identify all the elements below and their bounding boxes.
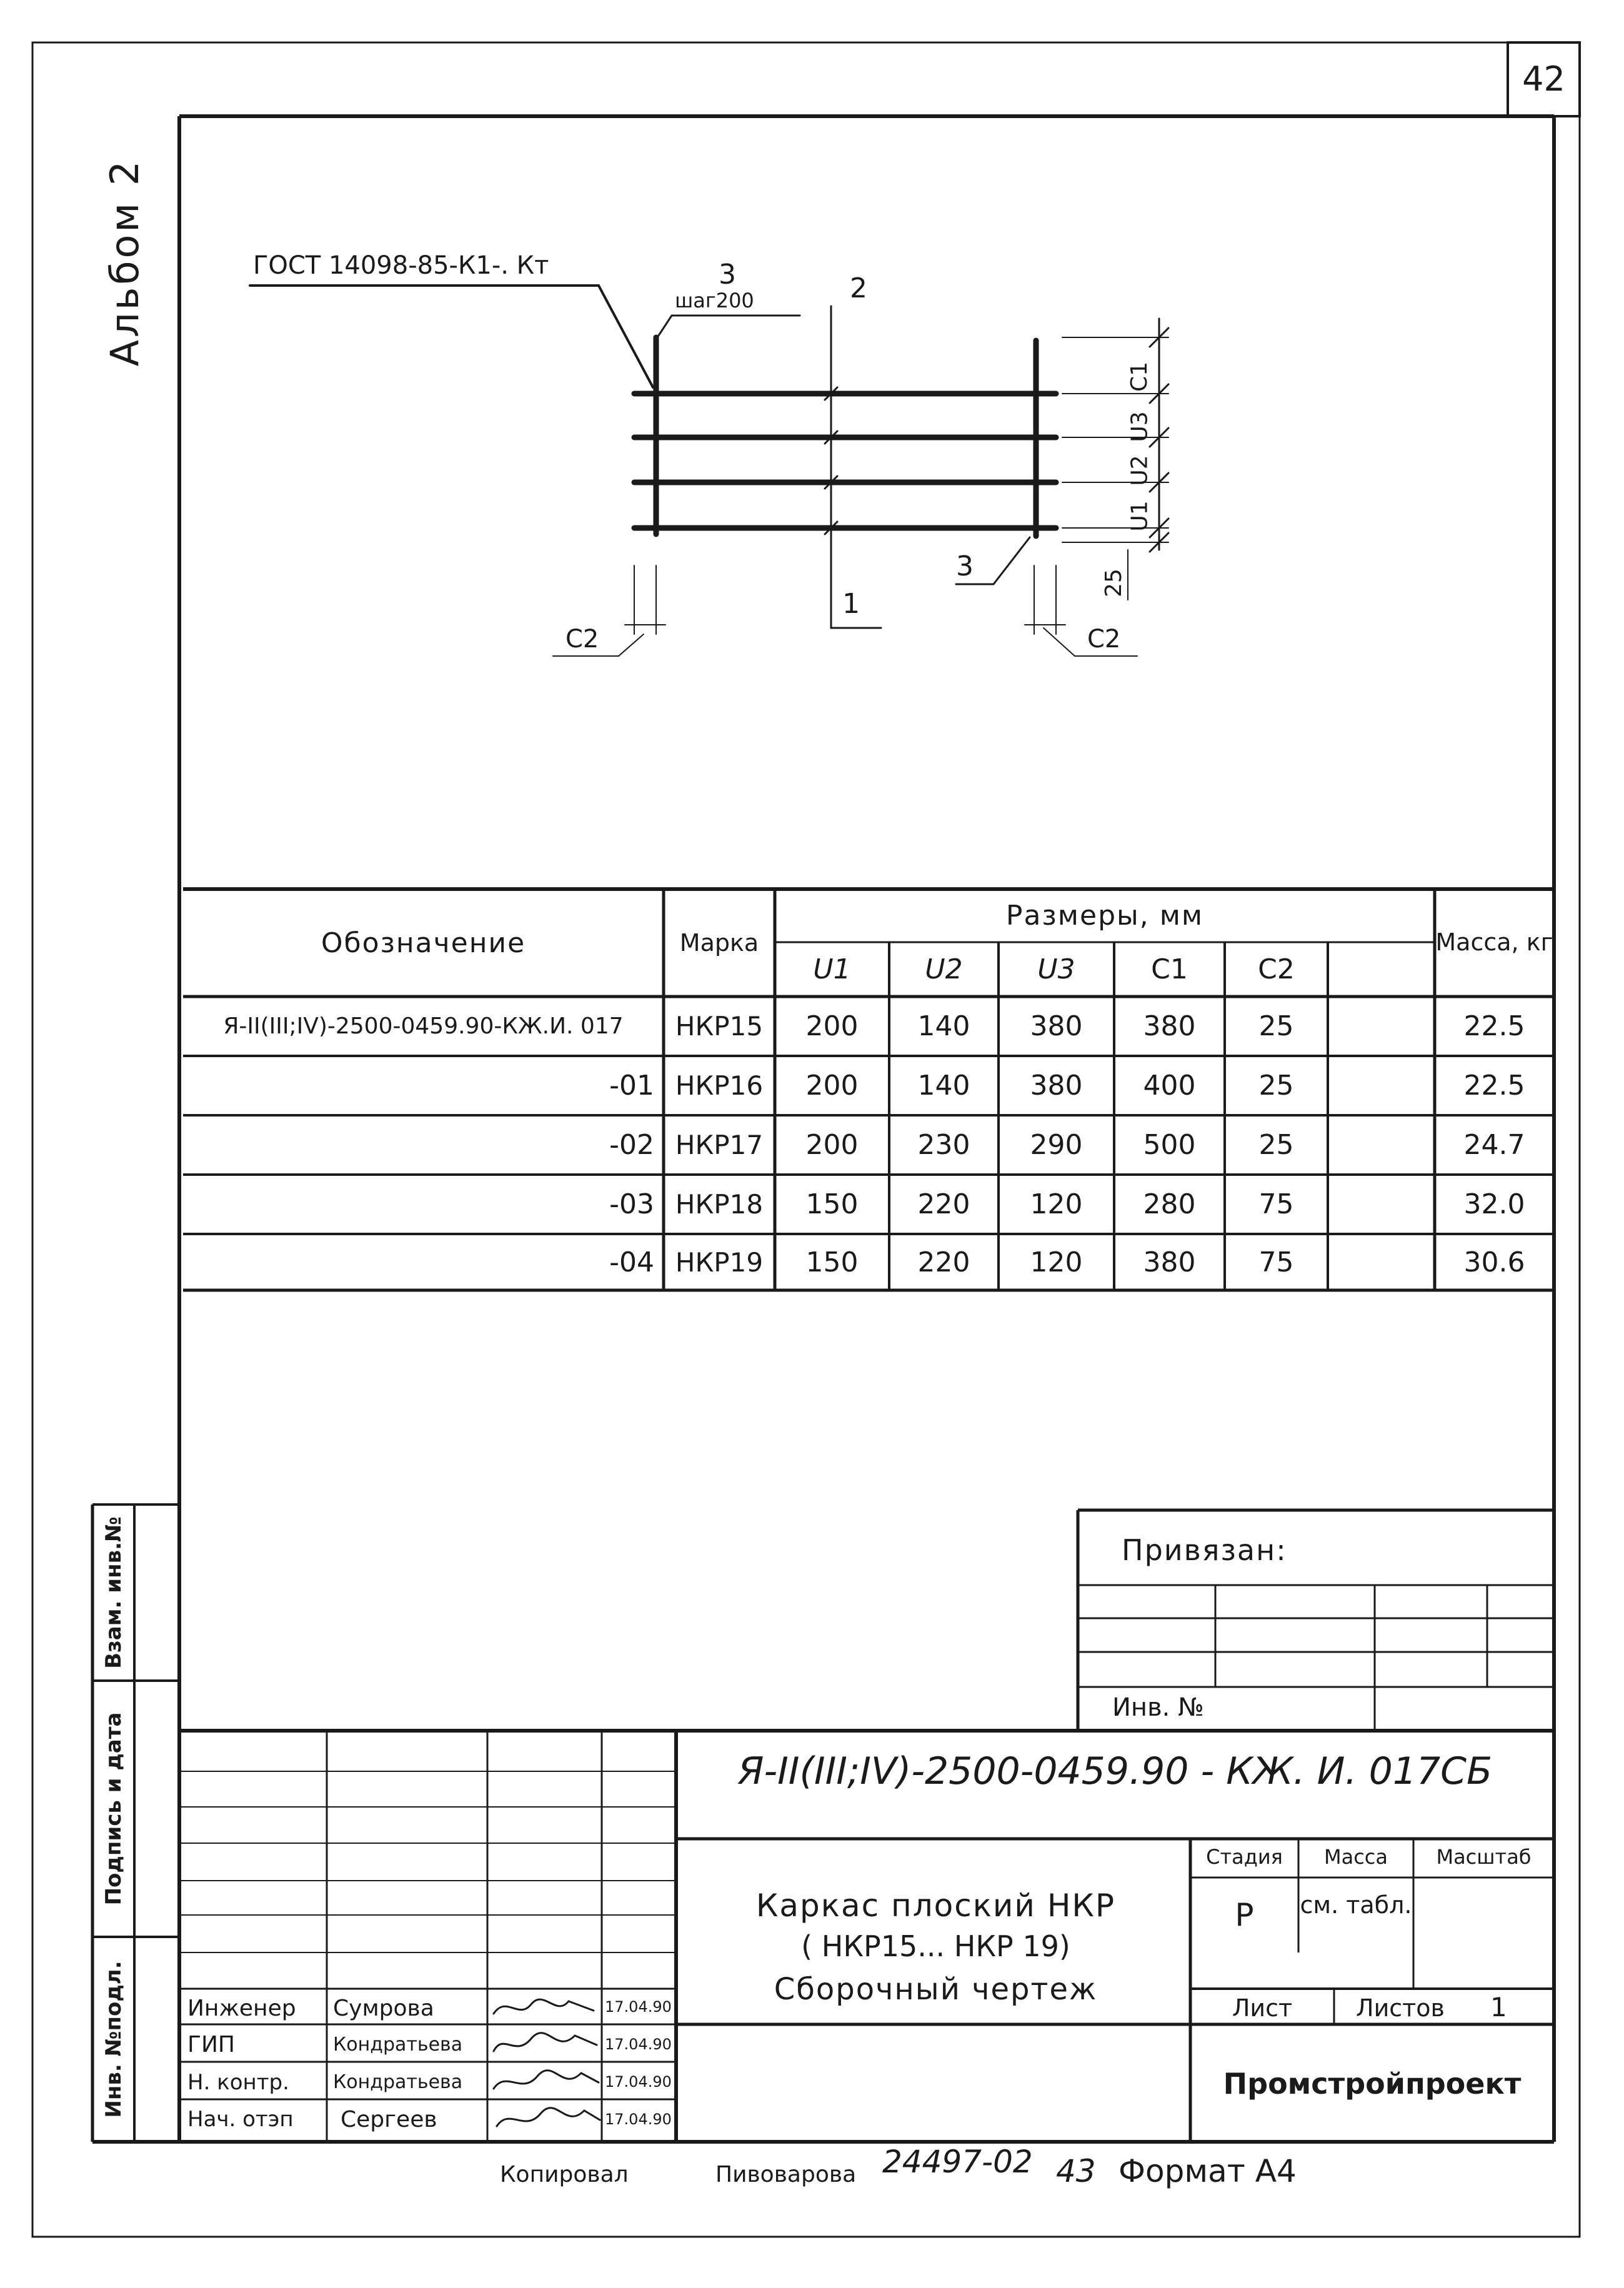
- row-designation: Я-II(III;IV)-2500-0459.90-КЖ.И. 017: [223, 1013, 624, 1039]
- album-label: Альбом 2: [102, 158, 147, 367]
- row-u3: 380: [1030, 1010, 1083, 1042]
- person-name: Сумрова: [333, 1996, 434, 2021]
- inv-no-label: Инв. №: [1112, 1693, 1204, 1722]
- title-name-line2: ( НКР15... НКР 19): [801, 1929, 1070, 1963]
- row-u1: 150: [805, 1246, 859, 1278]
- signature-1: [494, 1999, 594, 2014]
- col-c1-header: С1: [1151, 953, 1188, 985]
- person-date: 17.04.90: [605, 2036, 672, 2053]
- side-podpis-data: Подпись и дата: [101, 1712, 126, 1906]
- signature-4: [497, 2108, 600, 2126]
- row-mass: 30.6: [1463, 1246, 1525, 1278]
- signature-3: [494, 2071, 599, 2089]
- person-date: 17.04.90: [605, 1998, 672, 2016]
- footer-number: 24497-02: [882, 2144, 1033, 2180]
- row-c2: 25: [1258, 1129, 1294, 1161]
- label-c2-right: С2: [1087, 625, 1121, 654]
- row-c2: 25: [1258, 1010, 1294, 1042]
- row-mass: 22.5: [1463, 1010, 1525, 1042]
- col-designation-header: Обозначение: [321, 927, 526, 959]
- row-mass: 24.7: [1463, 1129, 1525, 1161]
- gost-leader-label: ГОСТ 14098-85-К1-. Кт: [253, 251, 549, 280]
- row-u1: 200: [805, 1070, 859, 1102]
- mass-value: см. табл.: [1300, 1891, 1412, 1919]
- dim-c1: С1: [1127, 361, 1153, 392]
- row-designation: -01: [609, 1070, 654, 1102]
- copied-label: Копировал: [500, 2162, 629, 2187]
- col-u3-header: U3: [1037, 953, 1075, 985]
- title-name-line1: Каркас плоский НКР: [755, 1888, 1116, 1924]
- dim-u1: U1: [1127, 500, 1153, 532]
- row-u3: 380: [1030, 1070, 1083, 1102]
- person-role: Инженер: [187, 1996, 296, 2021]
- row-u2: 230: [917, 1129, 970, 1161]
- row-u2: 220: [917, 1246, 970, 1278]
- row-mark: НКР18: [675, 1189, 764, 1220]
- row-mark: НКР15: [675, 1011, 764, 1042]
- row-u2: 220: [917, 1188, 970, 1220]
- footer-sheet-no: 43: [1056, 2153, 1096, 2189]
- document-code: Я-II(III;IV)-2500-0459.90 - КЖ. И. 017СБ: [737, 1749, 1493, 1793]
- person-role: ГИП: [187, 2032, 235, 2057]
- row-designation: -03: [609, 1188, 654, 1220]
- row-c2: 25: [1258, 1070, 1294, 1102]
- person-date: 17.04.90: [605, 2111, 672, 2128]
- callout-2: 2: [850, 272, 867, 304]
- person-name: Кондратьева: [333, 2071, 463, 2093]
- row-mark: НКР16: [675, 1070, 764, 1101]
- person-role: Нач. отэп: [187, 2107, 294, 2132]
- person-name: Кондратьева: [333, 2034, 463, 2056]
- stage-label: Стадия: [1206, 1845, 1283, 1869]
- col-sizes-header: Размеры, мм: [1005, 900, 1204, 932]
- row-c1: 500: [1143, 1129, 1196, 1161]
- title-name-line3: Сборочный чертеж: [774, 1972, 1098, 2007]
- callout-3-top: 3: [719, 259, 736, 291]
- row-mass: 32.0: [1463, 1188, 1525, 1220]
- person-date: 17.04.90: [605, 2073, 672, 2091]
- col-c2-header: С2: [1258, 953, 1295, 985]
- side-vzam-inv: Взам. инв.№: [101, 1516, 126, 1669]
- dim-25: 25: [1100, 569, 1127, 597]
- row-c1: 400: [1143, 1070, 1196, 1102]
- col-u2-header: U2: [925, 953, 963, 985]
- person-role: Н. контр.: [187, 2070, 289, 2095]
- row-u1: 200: [805, 1129, 859, 1161]
- side-inv-podl: Инв. №подл.: [101, 1961, 126, 2118]
- row-u1: 150: [805, 1188, 859, 1220]
- col-mark-header: Марка: [679, 929, 759, 957]
- callout-step: шаг200: [675, 289, 754, 312]
- row-u3: 290: [1030, 1129, 1083, 1161]
- row-u1: 200: [805, 1010, 859, 1042]
- dim-u3: U3: [1127, 411, 1153, 442]
- col-u1-header: U1: [813, 953, 851, 985]
- row-u3: 120: [1030, 1188, 1083, 1220]
- sheets-label: Листов: [1356, 1994, 1445, 2022]
- signatures: [487, 1989, 602, 2142]
- row-mass: 22.5: [1463, 1070, 1525, 1102]
- sheet-label: Лист: [1232, 1994, 1293, 2022]
- copied-name: Пивоварова: [715, 2162, 857, 2187]
- signature-2: [494, 2033, 597, 2051]
- col-mass-header: Масса, кг: [1435, 928, 1553, 957]
- row-designation: -02: [609, 1129, 654, 1161]
- scale-label: Масштаб: [1436, 1845, 1532, 1869]
- row-u3: 120: [1030, 1246, 1083, 1278]
- mass-label: Масса: [1323, 1845, 1388, 1869]
- row-u2: 140: [917, 1010, 970, 1042]
- privyazan-title: Привязан:: [1122, 1533, 1287, 1567]
- label-c2-left: С2: [565, 625, 599, 654]
- row-mark: НКР17: [675, 1130, 764, 1160]
- callout-1: 1: [842, 588, 860, 620]
- person-name: Сергеев: [341, 2107, 437, 2132]
- row-c2: 75: [1258, 1246, 1294, 1278]
- row-u2: 140: [917, 1070, 970, 1102]
- callout-3-bottom: 3: [956, 550, 974, 582]
- row-c2: 75: [1258, 1188, 1294, 1220]
- organization: Промстройпроект: [1223, 2067, 1522, 2101]
- row-c1: 380: [1143, 1010, 1196, 1042]
- row-designation: -04: [609, 1246, 654, 1278]
- sheets-value: 1: [1490, 1992, 1507, 2022]
- stage-value: Р: [1235, 1897, 1254, 1933]
- footer-format: Формат А4: [1118, 2153, 1297, 2189]
- sheet-number: 42: [1522, 59, 1565, 99]
- row-mark: НКР19: [675, 1246, 764, 1278]
- row-c1: 380: [1143, 1246, 1196, 1278]
- row-c1: 280: [1143, 1188, 1196, 1220]
- dim-u2: U2: [1127, 455, 1153, 486]
